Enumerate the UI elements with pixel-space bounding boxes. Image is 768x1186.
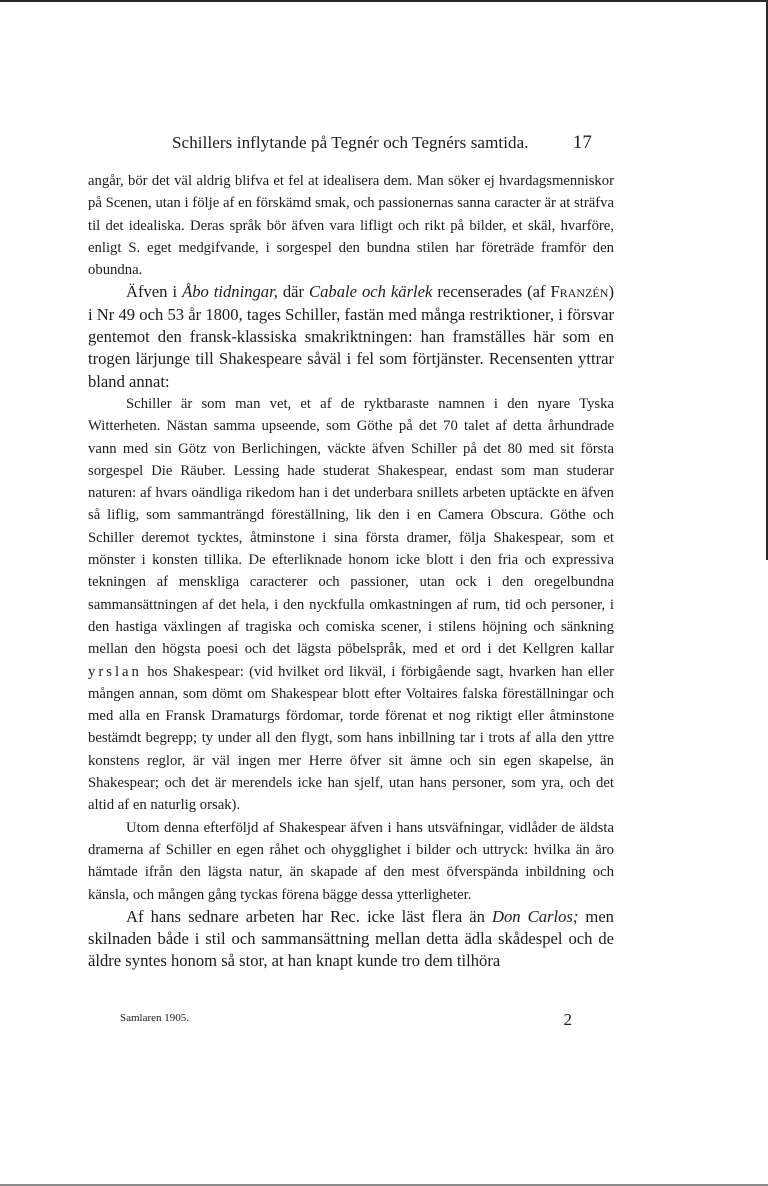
p2-smallcaps-franzen: Franzén [550,282,609,302]
main-text-block-2 [88,906,614,973]
journal-footer: Samlaren 1905. [120,1012,190,1024]
p3-spaced-word: yrslan [88,663,142,680]
p2-text: Äfven i [126,282,183,302]
p2-text: där [277,282,310,302]
p2-italic-abo: Åbo tidningar, [182,282,278,302]
p5-italic-title: Don Carlos; [491,906,579,926]
p5-text: Af hans sednare arbeten har Rec. icke läst flera än [126,906,492,926]
p3-text: Schiller är som man vet, et af de ryktbaraste namnen i den nyare Tyska Witterheten. Nästan samma upseende, som Göthe på det 70 talet af detta århundrade vann med sin Götz von Berlichingen, väckte äfven Schiller på det 80 med sit första sorgespel Die Räuber. Lessing hade studerat Shakespear, endast som man studerar naturen: af hvars oändliga rikedom han i det underbara snillets arbeten uptäckte en äfven så liflig, som sammanträngd föreställning, lik den i en Camera Obscura. Göthe och Schiller deremot tycktes, åtminstone i sina första dramer, följa Shakespear, som et mönster i konsten tillika. De efterliknade honom icke blott i den fria och expressiva tekningen af menskliga caracterer och passioner, utan ock i den oregelbundna sammansättningen af det hela, i den nyckfulla omkastningen af rum, tid och personer, i den hastiga växlingen af tragiska och comiska scener, i stilens höjning och sänkning mellan den högsta poesi och det lägsta pöbelspråk, med et ord i det Kellgren kallar [88,395,614,658]
paragraph-1: angår, bör det väl aldrig blifva et fel at idealisera dem. Man söker ej hvardagsmenniskor på Scenen, utan i följe af en förskämd smak, och passionernas sanna caracter är at sträfva til det idealiska. Deras språk bör äfven vara lifligt och rikt på bilder, et skäl, hvarföre, enligt S. eget medgifvande, i sorgespel den bundna stilen har företräde framför den obundna. [88,173,614,279]
quote-block-2 [88,393,614,906]
scan-edge-top [0,0,768,2]
paragraph-4: Utom denna efterföljd af Shakespear äfven i hans utsväfningar, vidlåder de äldsta dramerna af Schiller en egen råhet och ohygglighet i bilder och uttryck: hvilka än äro hämtade ifrån den lägsta natur, än skapade af den mest öfverspända inbildning och känsla, och mången gång tyckas förena bägge dessa ytterligheter. [88,819,614,903]
signature-mark: 2 [563,1010,572,1029]
p2-text: recenserades (af [432,282,551,302]
paragraph-2 [88,281,614,392]
p2-text: ) i Nr 49 och 53 år 1800, tages Schiller, fastän med många restriktioner, i försvar gentemot den fransk-klassiska smakriktningen: han framställes här som en trogen lärjunge till Shakespeare såväl i fel som förtjänster. Recensenten yttrar bland annat: [88,282,614,391]
running-head [86,132,616,154]
page-footer [120,1012,580,1032]
main-text-block [88,281,614,392]
running-title: Schillers inflytande på Tegnér och Tegnérs samtida. [172,133,529,152]
p3-text: hos Shakespear: (vid hvilket ord likväl, i förbigående sagt, hvarken han eller mången annan, som dömt om Shakespear blott efter Voltaires falska föreställningar och med alla en Fransk Dramaturgs fördomar, torde förenat et nog riktigt eller åtminstone bestämdt begrepp; ty under all den flygt, som hans inbillning tar i trots af alla den yttre konstens reglor, är väl ingen mer Herre öfver sit ämne och sin egen skapelse, än Shakespear; och det är merendels icke han sjelf, utan hans personer, som yra, och det altid af en naturlig orsak). [88,663,614,814]
quote-block-1 [88,170,614,281]
page-body [88,170,614,973]
paragraph-3 [88,393,614,817]
p5-text: men skilnaden både i stil och sammansättning mellan detta ädla skådespel och de äldre syntes honom så stor, at han knapt kunde tro dem tilhöra [88,906,614,971]
page-number: 17 [572,132,592,153]
paragraph-5 [88,906,614,973]
p2-italic-title: Cabale och kärlek [309,282,433,302]
